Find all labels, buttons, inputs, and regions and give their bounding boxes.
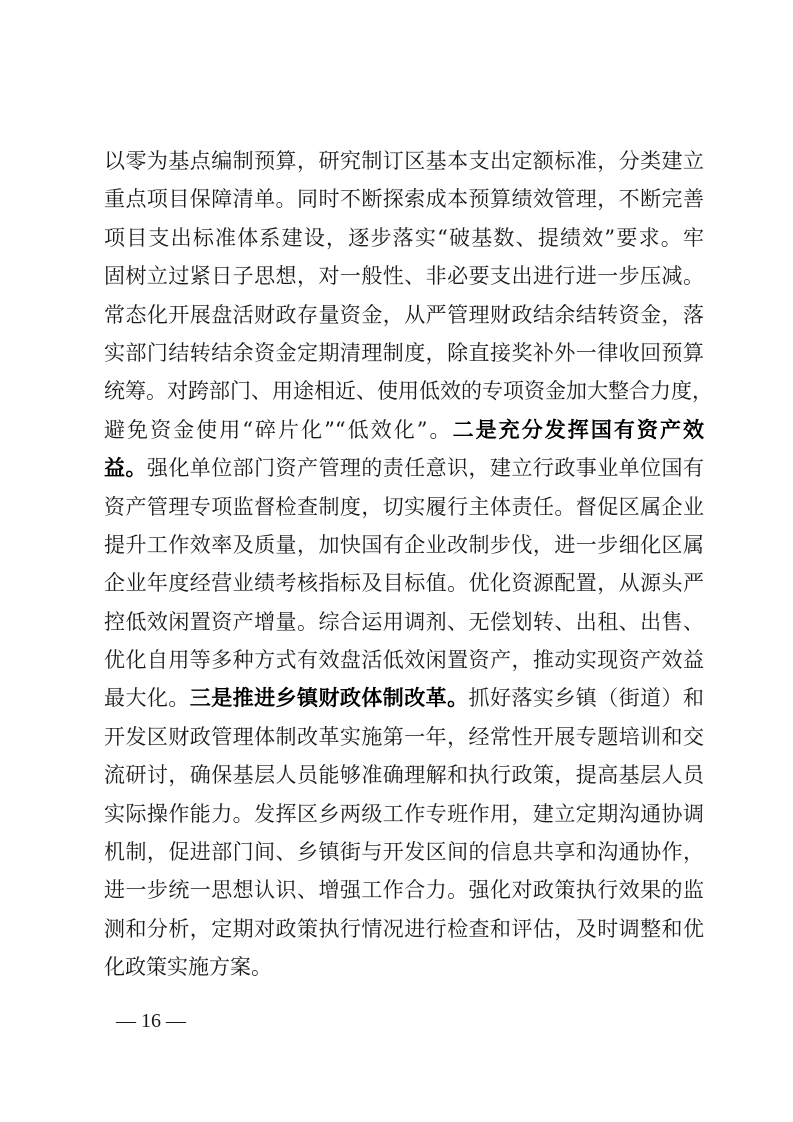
text-line <box>104 641 704 679</box>
page-number: — 16 — <box>116 1010 186 1032</box>
text-line <box>104 219 704 257</box>
text-line <box>104 871 704 909</box>
text-line <box>104 257 704 295</box>
text-segment: 优化自用等多种方式有效盘活低效闲置资产，推动实现资产效益 <box>104 648 704 673</box>
text-segment: 测和分析，定期对政策执行情况进行检查和评估，及时调整和优 <box>104 916 704 941</box>
text-segment: 流研讨，确保基层人员能够准确理解和执行政策，提高基层人员 <box>104 763 704 788</box>
text-line <box>104 718 704 756</box>
bold-heading-segment: 益。 <box>104 455 147 481</box>
text-segment: 机制，促进部门间、乡镇街与开发区间的信息共享和沟通协作， <box>104 840 704 865</box>
text-segment: 强化单位部门资产管理的责任意识，建立行政事业单位国有 <box>146 456 704 481</box>
text-segment: 项目支出标准体系建设，逐步落实“破基数、提绩效”要求。牢 <box>104 225 704 250</box>
text-line <box>104 948 704 986</box>
text-line <box>104 334 704 372</box>
text-line <box>104 488 704 526</box>
text-line <box>104 142 704 180</box>
text-segment: 常态化开展盘活财政存量资金，从严管理财政结余结转资金，落 <box>104 302 704 327</box>
text-segment: 统筹。对跨部门、用途相近、使用低效的专项资金加大整合力度， <box>104 379 713 404</box>
bold-heading-segment: 二是充分发挥国有资产效 <box>452 416 704 442</box>
text-line <box>104 833 704 871</box>
text-segment: 企业年度经营业绩考核指标及目标值。优化资源配置，从源头严 <box>104 571 704 596</box>
text-segment: 化政策实施方案。 <box>104 955 272 980</box>
body-paragraph <box>104 142 713 987</box>
text-line <box>104 756 704 794</box>
text-line <box>104 411 704 449</box>
text-line <box>104 372 713 410</box>
text-segment: 资产管理专项监督检查制度，切实履行主体责任。督促区属企业 <box>104 494 704 519</box>
text-line <box>104 180 704 218</box>
text-segment: 重点项目保障清单。同时不断探索成本预算绩效管理，不断完善 <box>104 187 704 212</box>
text-line <box>104 679 704 717</box>
text-segment: 固树立过紧日子思想，对一般性、非必要支出进行进一步压减。 <box>104 264 704 289</box>
text-segment: 最大化。 <box>104 686 190 711</box>
text-segment: 开发区财政管理体制改革实施第一年，经常性开展专题培训和交 <box>104 724 704 749</box>
bold-heading-segment: 三是推进乡镇财政体制改革。 <box>189 685 469 711</box>
text-line <box>104 795 704 833</box>
text-segment: 抓好落实乡镇（街道）和 <box>468 686 705 711</box>
text-line <box>104 449 704 487</box>
text-segment: 提升工作效率及质量，加快国有企业改制步伐，进一步细化区属 <box>104 532 704 557</box>
text-segment: 实部门结转结余资金定期清理制度，除直接奖补外一律收回预算 <box>104 340 704 365</box>
text-segment: 进一步统一思想认识、增强工作合力。强化对政策执行效果的监 <box>104 878 704 903</box>
text-line <box>104 296 704 334</box>
text-segment: 实际操作能力。发挥区乡两级工作专班作用，建立定期沟通协调 <box>104 801 704 826</box>
text-line <box>104 603 704 641</box>
text-segment: 避免资金使用“碎片化”“低效化”。 <box>104 417 453 442</box>
text-segment: 控低效闲置资产增量。综合运用调剂、无偿划转、出租、出售、 <box>104 609 704 634</box>
text-line <box>104 526 704 564</box>
text-line <box>104 564 704 602</box>
text-line <box>104 910 704 948</box>
text-segment: 以零为基点编制预算，研究制订区基本支出定额标准，分类建立 <box>104 149 704 173</box>
